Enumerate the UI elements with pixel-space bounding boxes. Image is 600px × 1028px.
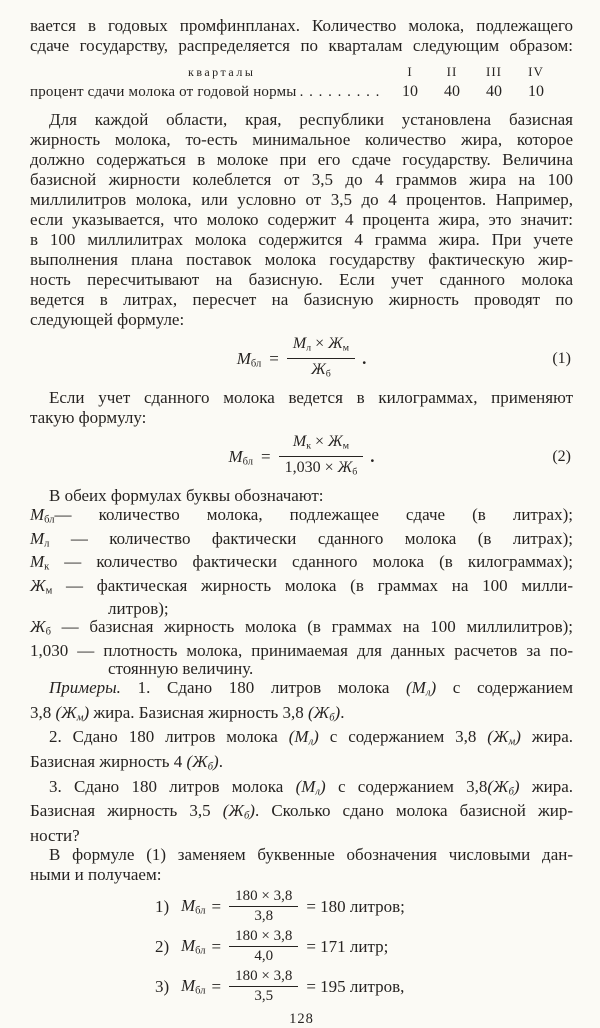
definitions-list — [30, 506, 573, 678]
text-line: В обеих формулах буквы обозначают: — [49, 485, 324, 505]
dot-leader: . . . . . . . . . — [299, 84, 380, 100]
calc-result: = 195 литров, — [306, 976, 405, 996]
calc-label: 2) — [155, 936, 170, 956]
paragraph-kilograms — [30, 388, 573, 428]
fraction-numerator: $М_к \times Ж_м$ — [279, 432, 364, 457]
example-2 — [30, 727, 573, 776]
quarter-value-ii: 40 — [444, 83, 460, 100]
quarter-column-iv: IV — [528, 64, 544, 79]
fraction — [287, 334, 355, 384]
text-line: должно содержаться в молоке при его сдаче государству. Величина — [30, 150, 573, 169]
text-line: следующей формуле: — [30, 310, 185, 329]
text-line: в 100 миллилитрах молока содержится 4 грамма жира. При учете — [30, 230, 573, 249]
quarter-columns — [389, 64, 557, 80]
text-line: ведется в литрах, пересчет на базисную жирность проводят по — [30, 290, 573, 309]
paragraph-substitution — [30, 845, 573, 885]
text-line: ными и получаем: — [30, 864, 162, 884]
text-line: $Ж_б$ — базисная жирность молока (в граммах на 100 миллилитров); — [30, 617, 573, 638]
formula-1 — [30, 334, 573, 384]
quarter-column-i: I — [407, 64, 413, 79]
text-line: базисной жирности колеблется от 3,5 до 4 граммов жира на 100 — [30, 170, 573, 189]
formula-period: . — [370, 446, 375, 466]
equals-sign: = — [211, 976, 222, 996]
formula-2 — [30, 432, 573, 482]
text-line: 3,8 $(Ж_м)$ жира. Базисная жирность 3,8 $(Ж_б)$. — [30, 702, 345, 724]
text-line: $Ж_м$ — фактическая жирность молока (в граммах на 100 милли- — [30, 575, 573, 597]
text-line: жирность молока, то-есть минимальное количество жира, которое — [30, 130, 573, 149]
calc-label: 3) — [155, 976, 170, 996]
text-line: Для каждой области, края, республики установлена базисная — [49, 110, 573, 129]
quarters-table — [30, 64, 573, 101]
calc-lhs: $М_{бл}$ — [181, 936, 206, 958]
fraction — [279, 432, 364, 482]
text-line: В формуле (1) заменяем буквенные обозначения числовыми дан- — [49, 844, 573, 864]
text-line: если указывается, что молоко содержит 4 процента жира, это значит: — [30, 210, 573, 229]
equals-sign: = — [211, 896, 222, 916]
text-line: ность пересчитывают на базисную. Если учет сданного молока — [30, 270, 573, 289]
definition-m-l — [30, 530, 573, 554]
text-line: вается в годовых промфинпланах. Количество молока, подлежащего — [30, 16, 573, 35]
fraction-denominator: 3,5 — [254, 988, 274, 1005]
equation-number-2: (2) — [552, 447, 571, 465]
example-3 — [30, 777, 573, 845]
paragraph-letters-intro — [30, 486, 573, 506]
equation-number-1: (1) — [552, 349, 571, 367]
quarters-table-row — [30, 83, 573, 101]
calc-lhs: $М_{бл}$ — [181, 896, 206, 918]
quarters-caption: кварталы — [188, 65, 256, 79]
fraction-numerator: 180 × 3,8 — [229, 888, 298, 907]
definition-density — [30, 642, 573, 678]
text-line: Примеры. 1. Сдано 180 литров молока $(М_л)$ с содержанием — [49, 678, 573, 699]
calc-lhs: $М_{бл}$ — [181, 976, 206, 998]
paragraph-intro — [30, 16, 573, 56]
quarter-value-iv: 10 — [528, 83, 544, 100]
quarter-values — [389, 83, 557, 101]
equals-sign: = — [269, 348, 279, 368]
calc-result: = 180 литров; — [306, 896, 405, 916]
definition-zh-m — [30, 577, 573, 619]
text-line: стоянную величину. — [108, 659, 254, 678]
calc-result: = 171 литр; — [306, 936, 389, 956]
text-line: литров); — [108, 599, 169, 619]
fraction-denominator: 3,8 — [254, 908, 274, 925]
fraction-numerator: $М_л \times Ж_м$ — [287, 334, 355, 359]
fraction — [229, 968, 298, 1005]
text-line: миллилитров молока, или условно от 3,5 до 4 процентов. Например, — [30, 190, 573, 209]
example-1 — [30, 678, 573, 727]
text-line: Базисная жирность 3,5 $(Ж_б)$. Сколько сдано молока базисной жир- — [30, 801, 573, 822]
text-line: Если учет сданного молока ведется в килограммах, применяют — [49, 387, 573, 407]
page-number: 128 — [289, 1010, 314, 1027]
quarters-row-label: процент сдачи молока от годовой нормы — [30, 84, 297, 100]
quarter-column-ii: II — [446, 64, 458, 79]
fraction — [229, 928, 298, 965]
paragraph-base-fat — [30, 110, 573, 330]
fraction-denominator: $Ж_б$ — [311, 361, 331, 380]
text-line: 3. Сдано 180 литров молока $(М_л)$ с содержанием $3,8(Ж_б)$ жира. — [49, 776, 573, 798]
quarters-table-header — [30, 64, 573, 80]
calculation-2 — [155, 927, 573, 967]
fraction-denominator: 4,0 — [254, 948, 274, 965]
text-line: сдаче государству, распределяется по кварталам следующим образом: — [30, 36, 573, 55]
quarter-column-iii: III — [486, 64, 502, 79]
calculation-3 — [155, 967, 573, 1007]
calc-label: 1) — [155, 896, 170, 916]
text-line: $М_л$ — количество фактически сданного молока (в литрах); — [30, 528, 573, 550]
fraction-numerator: 180 × 3,8 — [229, 928, 298, 947]
fraction — [229, 888, 298, 925]
fraction-numerator: 180 × 3,8 — [229, 968, 298, 987]
calculation-1 — [155, 887, 573, 927]
definition-m-k — [30, 553, 573, 577]
calculations-list — [155, 887, 573, 1007]
definition-m-bl — [30, 506, 573, 530]
equals-sign: = — [260, 446, 271, 466]
text-line: 2. Сдано 180 литров молока $(М_л)$ с содержанием 3,8 $(Ж_м)$ жира. — [49, 727, 573, 748]
formula-period: . — [362, 348, 367, 368]
formula-lhs: $М_{бл}$ — [236, 348, 262, 370]
text-line: $М_{бл}—$ количество молока, подлежащее сдаче (в литрах); — [30, 504, 573, 526]
text-line: 1,030 — плотность молока, принимаемая для данных расчетов за по- — [30, 641, 573, 660]
text-line: Базисная жирность 4 $(Ж_б)$. — [30, 751, 223, 773]
text-line: выполнения плана поставок молока государству фактическую жир- — [30, 250, 573, 269]
formula-lhs: $М_{бл}$ — [228, 446, 253, 468]
text-line: такую формулу: — [30, 407, 147, 427]
text-line: ности? — [30, 825, 80, 845]
quarter-value-iii: 40 — [486, 83, 502, 100]
fraction-denominator: $1,030 \times Ж_б$ — [284, 459, 358, 478]
definition-zh-b — [30, 618, 573, 642]
equals-sign: = — [211, 936, 222, 956]
quarter-value-i: 10 — [402, 83, 418, 100]
text-line: $М_к$ — количество фактически сданного молока (в килограммах); — [30, 552, 573, 573]
